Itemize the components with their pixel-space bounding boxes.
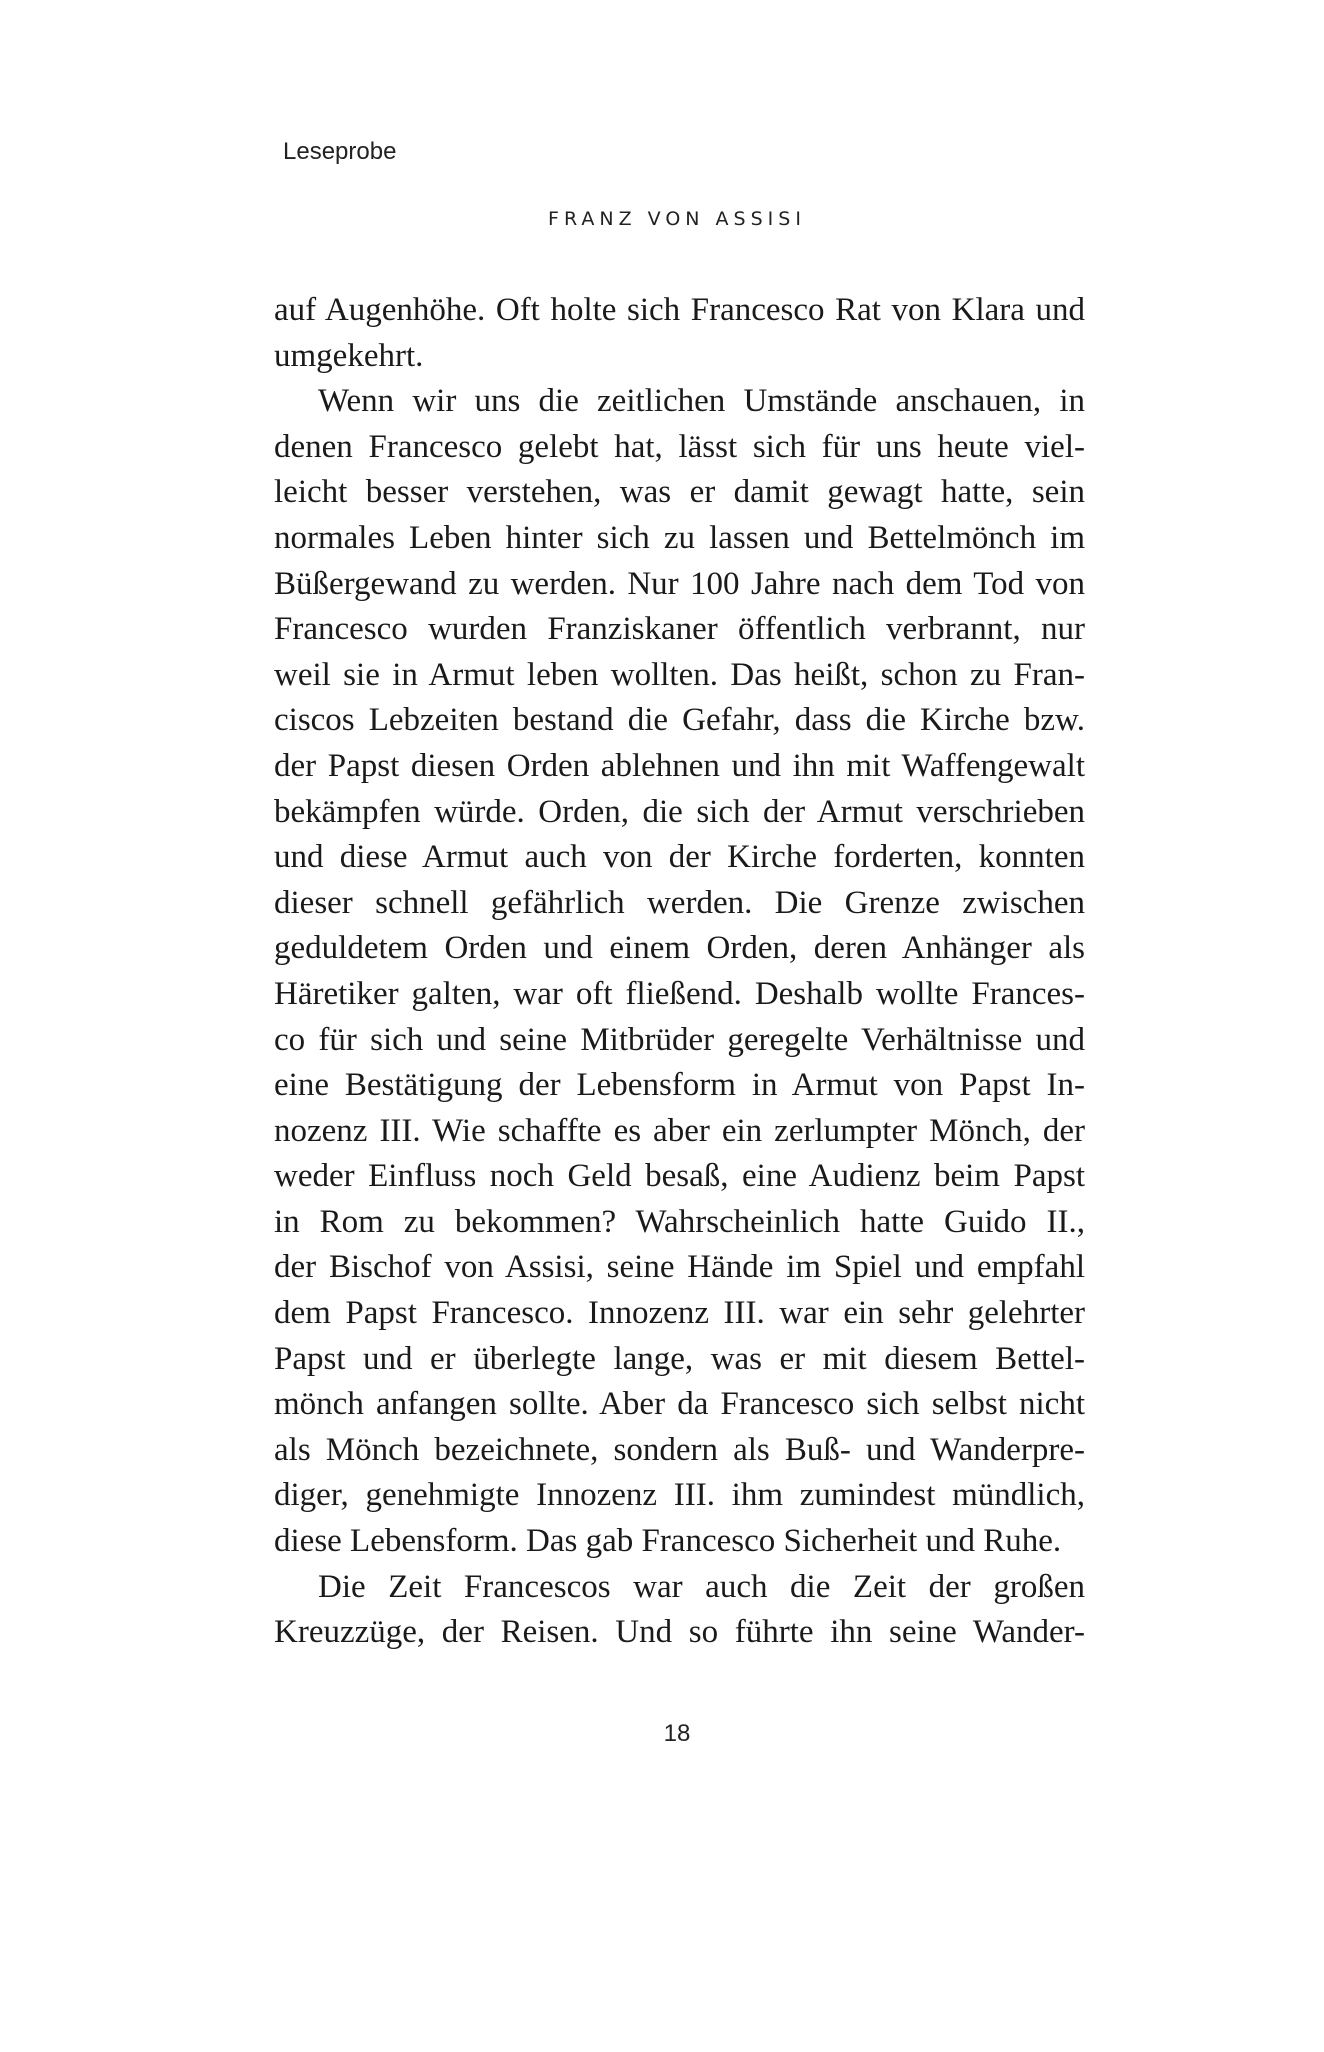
text-line: eine Bestätigung der Lebensform in Armut von Papst In-	[274, 1067, 1085, 1104]
text-line: Die Zeit Francescos war auch die Zeit der großen	[318, 1568, 1085, 1605]
body-text	[274, 288, 1085, 1656]
text-line: Büßergewand zu werden. Nur 100 Jahre nach dem Tod von	[274, 565, 1085, 602]
leseprobe-label: Leseprobe	[283, 138, 397, 165]
text-line: ciscos Lebzeiten bestand die Gefahr, dass die Kirche bzw.	[274, 702, 1085, 739]
text-line: mönch anfangen sollte. Aber da Francesco sich selbst nicht	[274, 1386, 1085, 1423]
text-line: umgekehrt.	[274, 337, 424, 374]
text-line: co für sich und seine Mitbrüder geregelte Verhältnisse und	[274, 1021, 1085, 1058]
text-line: weder Einfluss noch Geld besaß, eine Audienz beim Papst	[274, 1158, 1085, 1195]
text-line: leicht besser verstehen, was er damit gewagt hatte, sein	[274, 474, 1085, 511]
text-line: bekämpfen würde. Orden, die sich der Armut verschrieben	[274, 793, 1085, 830]
text-line: auf Augenhöhe. Oft holte sich Francesco Rat von Klara und	[274, 292, 1085, 328]
text-line: Kreuzzüge, der Reisen. Und so führte ihn seine Wander-	[274, 1614, 1085, 1651]
text-line: Häretiker galten, war oft fließend. Deshalb wollte Frances-	[274, 975, 1085, 1012]
text-line: diese Lebensform. Das gab Francesco Sicherheit und Ruhe.	[274, 1523, 1062, 1560]
text-line: Francesco wurden Franziskaner öffentlich verbrannt, nur	[274, 611, 1085, 648]
text-line: der Bischof von Assisi, seine Hände im Spiel und empfahl	[274, 1249, 1085, 1286]
text-line: und diese Armut auch von der Kirche forderten, konnten	[274, 839, 1085, 876]
text-line: dieser schnell gefährlich werden. Die Grenze zwischen	[274, 884, 1085, 921]
text-line: Wenn wir uns die zeitlichen Umstände anschauen, in	[318, 383, 1085, 420]
text-line: weil sie in Armut leben wollten. Das heißt, schon zu Fran-	[274, 656, 1085, 693]
text-line: der Papst diesen Orden ablehnen und ihn mit Waffengewalt	[274, 747, 1085, 784]
text-line: normales Leben hinter sich zu lassen und Bettelmönch im	[274, 519, 1085, 556]
text-line: als Mönch bezeichnete, sondern als Buß- und Wanderpre-	[274, 1431, 1085, 1468]
page-number: 18	[663, 1720, 691, 1747]
text-line: denen Francesco gelebt hat, lässt sich für uns heute viel-	[274, 428, 1085, 465]
text-line: in Rom zu bekommen? Wahrscheinlich hatte Guido II.,	[274, 1203, 1085, 1240]
text-line: Papst und er überlegte lange, was er mit diesem Bettel-	[274, 1340, 1085, 1377]
text-line: dem Papst Francesco. Innozenz III. war ein sehr gelehrter	[274, 1295, 1085, 1332]
text-line: diger, genehmigte Innozenz III. ihm zumindest mündlich,	[274, 1477, 1085, 1514]
text-line: nozenz III. Wie schaffte es aber ein zerlumpter Mönch, der	[274, 1112, 1085, 1149]
text-line: geduldetem Orden und einem Orden, deren Anhänger als	[274, 930, 1085, 967]
running-head: FRANZ VON ASSISI	[548, 208, 806, 230]
